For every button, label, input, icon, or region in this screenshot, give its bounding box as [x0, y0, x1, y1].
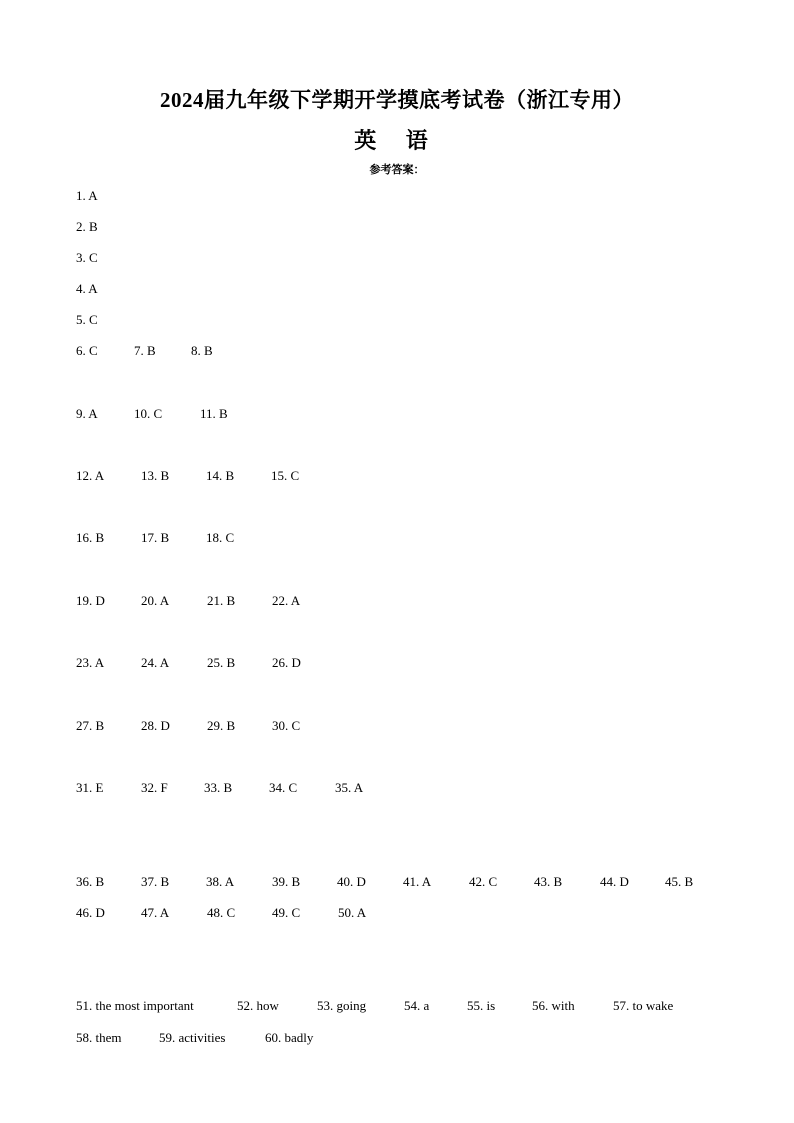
answer-5: 5. C: [76, 312, 98, 327]
answer-55: 55. is: [467, 998, 496, 1013]
answer-19: 19. D: [76, 593, 105, 608]
answer-51: 51. the most important: [76, 998, 194, 1013]
answer-1: 1. A: [76, 188, 98, 203]
answer-58: 58. them: [76, 1030, 122, 1045]
answer-28: 28. D: [141, 718, 170, 733]
answer-34: 34. C: [269, 780, 298, 795]
answer-29: 29. B: [207, 718, 236, 733]
page-title: 2024届九年级下学期开学摸底考试卷（浙江专用）: [160, 88, 634, 112]
answer-44: 44. D: [600, 874, 629, 889]
answer-23: 23. A: [76, 655, 105, 670]
answer-36: 36. B: [76, 874, 105, 889]
answer-24: 24. A: [141, 655, 170, 670]
answer-37: 37. B: [141, 874, 170, 889]
answer-35: 35. A: [335, 780, 364, 795]
answer-30: 30. C: [272, 718, 301, 733]
answer-7: 7. B: [134, 343, 156, 358]
answer-2: 2. B: [76, 219, 98, 234]
answer-48: 48. C: [207, 905, 236, 920]
answer-52: 52. how: [237, 998, 279, 1013]
answer-31: 31. E: [76, 780, 104, 795]
answer-26: 26. D: [272, 655, 301, 670]
answer-41: 41. A: [403, 874, 432, 889]
answer-9: 9. A: [76, 406, 98, 421]
answer-39: 39. B: [272, 874, 301, 889]
answer-20: 20. A: [141, 593, 170, 608]
subject-title: 英 语: [354, 128, 440, 153]
answer-45: 45. B: [665, 874, 694, 889]
answer-59: 59. activities: [159, 1030, 226, 1045]
answer-47: 47. A: [141, 905, 170, 920]
answer-33: 33. B: [204, 780, 233, 795]
answer-32: 32. F: [141, 780, 168, 795]
answer-49: 49. C: [272, 905, 301, 920]
answer-14: 14. B: [206, 468, 235, 483]
answer-54: 54. a: [404, 998, 430, 1013]
answer-50: 50. A: [338, 905, 367, 920]
answer-46: 46. D: [76, 905, 105, 920]
answer-10: 10. C: [134, 406, 163, 421]
answer-43: 43. B: [534, 874, 563, 889]
answer-56: 56. with: [532, 998, 575, 1013]
answer-53: 53. going: [317, 998, 367, 1013]
answer-25: 25. B: [207, 655, 236, 670]
answer-16: 16. B: [76, 530, 105, 545]
answer-38: 38. A: [206, 874, 235, 889]
answer-17: 17. B: [141, 530, 170, 545]
answer-21: 21. B: [207, 593, 236, 608]
answer-8: 8. B: [191, 343, 213, 358]
answer-11: 11. B: [200, 406, 228, 421]
answer-22: 22. A: [272, 593, 301, 608]
answer-27: 27. B: [76, 718, 105, 733]
answer-3: 3. C: [76, 250, 98, 265]
answer-15: 15. C: [271, 468, 300, 483]
answer-60: 60. badly: [265, 1030, 314, 1045]
answer-12: 12. A: [76, 468, 105, 483]
answer-13: 13. B: [141, 468, 170, 483]
answer-6: 6. C: [76, 343, 98, 358]
answer-40: 40. D: [337, 874, 366, 889]
reference-answer-label: 参考答案：: [369, 164, 425, 176]
answer-57: 57. to wake: [613, 998, 674, 1013]
answer-18: 18. C: [206, 530, 235, 545]
answer-42: 42. C: [469, 874, 498, 889]
answer-4: 4. A: [76, 281, 98, 296]
